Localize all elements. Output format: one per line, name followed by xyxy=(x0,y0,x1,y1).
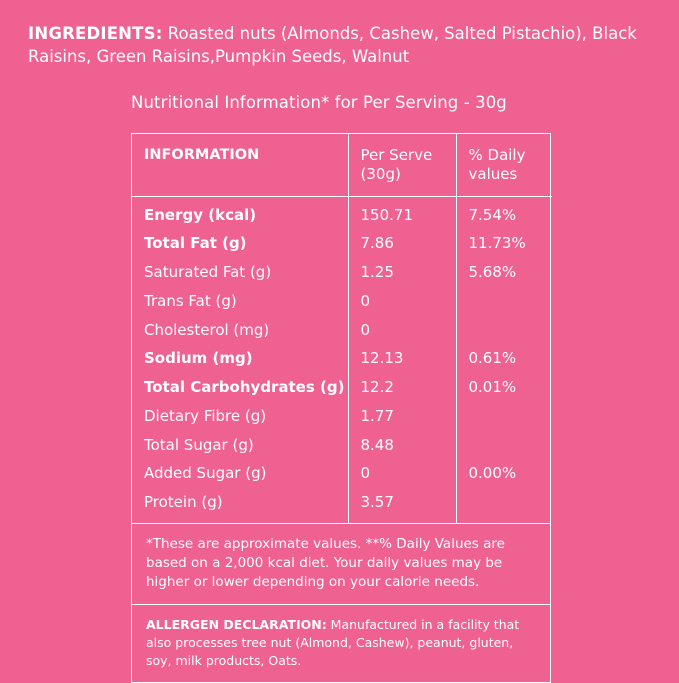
row-daily: 7.54% xyxy=(456,196,552,229)
row-daily xyxy=(456,287,552,316)
header-information: INFORMATION xyxy=(144,147,260,163)
table-row xyxy=(132,373,552,402)
row-name: Energy (kcal) xyxy=(144,205,257,224)
row-per-serve: 8.48 xyxy=(348,431,456,460)
row-daily xyxy=(456,488,552,523)
allergen-label: ALLERGEN DECLARATION: xyxy=(146,617,327,633)
table-header xyxy=(132,134,552,196)
allergen-text: Manufactured in a facility that also processes tree nut (Almond, Cashew), peanut, gluten, soy, milk products, Oats. xyxy=(146,617,520,668)
ingredients-label: INGREDIENTS: xyxy=(28,24,163,43)
row-name: Sodium (mg) xyxy=(144,349,253,368)
row-daily xyxy=(456,431,552,460)
ingredients-text: Roasted nuts (Almonds, Cashew, Salted Pistachio), Black Raisins, Green Raisins,Pumpkin Seeds, Walnut xyxy=(28,24,637,67)
row-name: Protein (g) xyxy=(144,493,223,511)
row-name: Cholesterol (mg) xyxy=(144,320,270,339)
row-name: Saturated Fat (g) xyxy=(144,263,272,281)
table-row xyxy=(132,196,552,229)
row-name: Total Fat (g) xyxy=(144,234,247,253)
row-daily: 0.01% xyxy=(456,373,552,402)
row-daily xyxy=(456,402,552,431)
row-name: Total Sugar (g) xyxy=(144,435,254,454)
row-per-serve: 0 xyxy=(348,316,456,345)
row-daily: 5.68% xyxy=(456,258,552,287)
row-name: Dietary Fibre (g) xyxy=(144,406,267,425)
table-row xyxy=(132,344,552,373)
row-per-serve: 1.25 xyxy=(348,258,456,287)
ingredients-block xyxy=(28,22,653,69)
header-daily-values: % Daily values xyxy=(456,134,552,196)
nutrition-table xyxy=(132,134,552,523)
row-name: Total Carbohydrates (g) xyxy=(144,378,345,396)
row-name: Added Sugar (g) xyxy=(144,464,267,483)
row-per-serve: 0 xyxy=(348,459,456,488)
table-row xyxy=(132,459,552,488)
table-row xyxy=(132,316,552,345)
table-row xyxy=(132,431,552,460)
table-row xyxy=(132,258,552,287)
row-per-serve: 12.2 xyxy=(348,373,456,402)
row-daily: 11.73% xyxy=(456,229,552,258)
row-name: Trans Fat (g) xyxy=(144,291,237,310)
table-row xyxy=(132,229,552,258)
row-per-serve: 150.71 xyxy=(348,196,456,229)
nutrition-title: Nutritional Information* for Per Serving - 30g xyxy=(131,93,507,112)
row-per-serve: 1.77 xyxy=(348,402,456,431)
table-header-row xyxy=(132,134,552,196)
row-daily: 0.61% xyxy=(456,344,552,373)
allergen-declaration xyxy=(132,604,550,682)
nutrition-table-block xyxy=(131,133,551,683)
footnote-text: *These are approximate values. **% Daily Values are based on a 2,000 kcal diet. Your daily values may be higher or lower depending on your calorie needs. xyxy=(132,523,550,604)
row-per-serve: 0 xyxy=(348,287,456,316)
row-per-serve: 3.57 xyxy=(348,488,456,523)
row-daily xyxy=(456,316,552,345)
header-per-serve: Per Serve (30g) xyxy=(348,134,456,196)
table-body xyxy=(132,196,552,523)
row-per-serve: 7.86 xyxy=(348,229,456,258)
table-row xyxy=(132,402,552,431)
row-per-serve: 12.13 xyxy=(348,344,456,373)
row-daily: 0.00% xyxy=(456,459,552,488)
table-row xyxy=(132,488,552,523)
table-row xyxy=(132,287,552,316)
